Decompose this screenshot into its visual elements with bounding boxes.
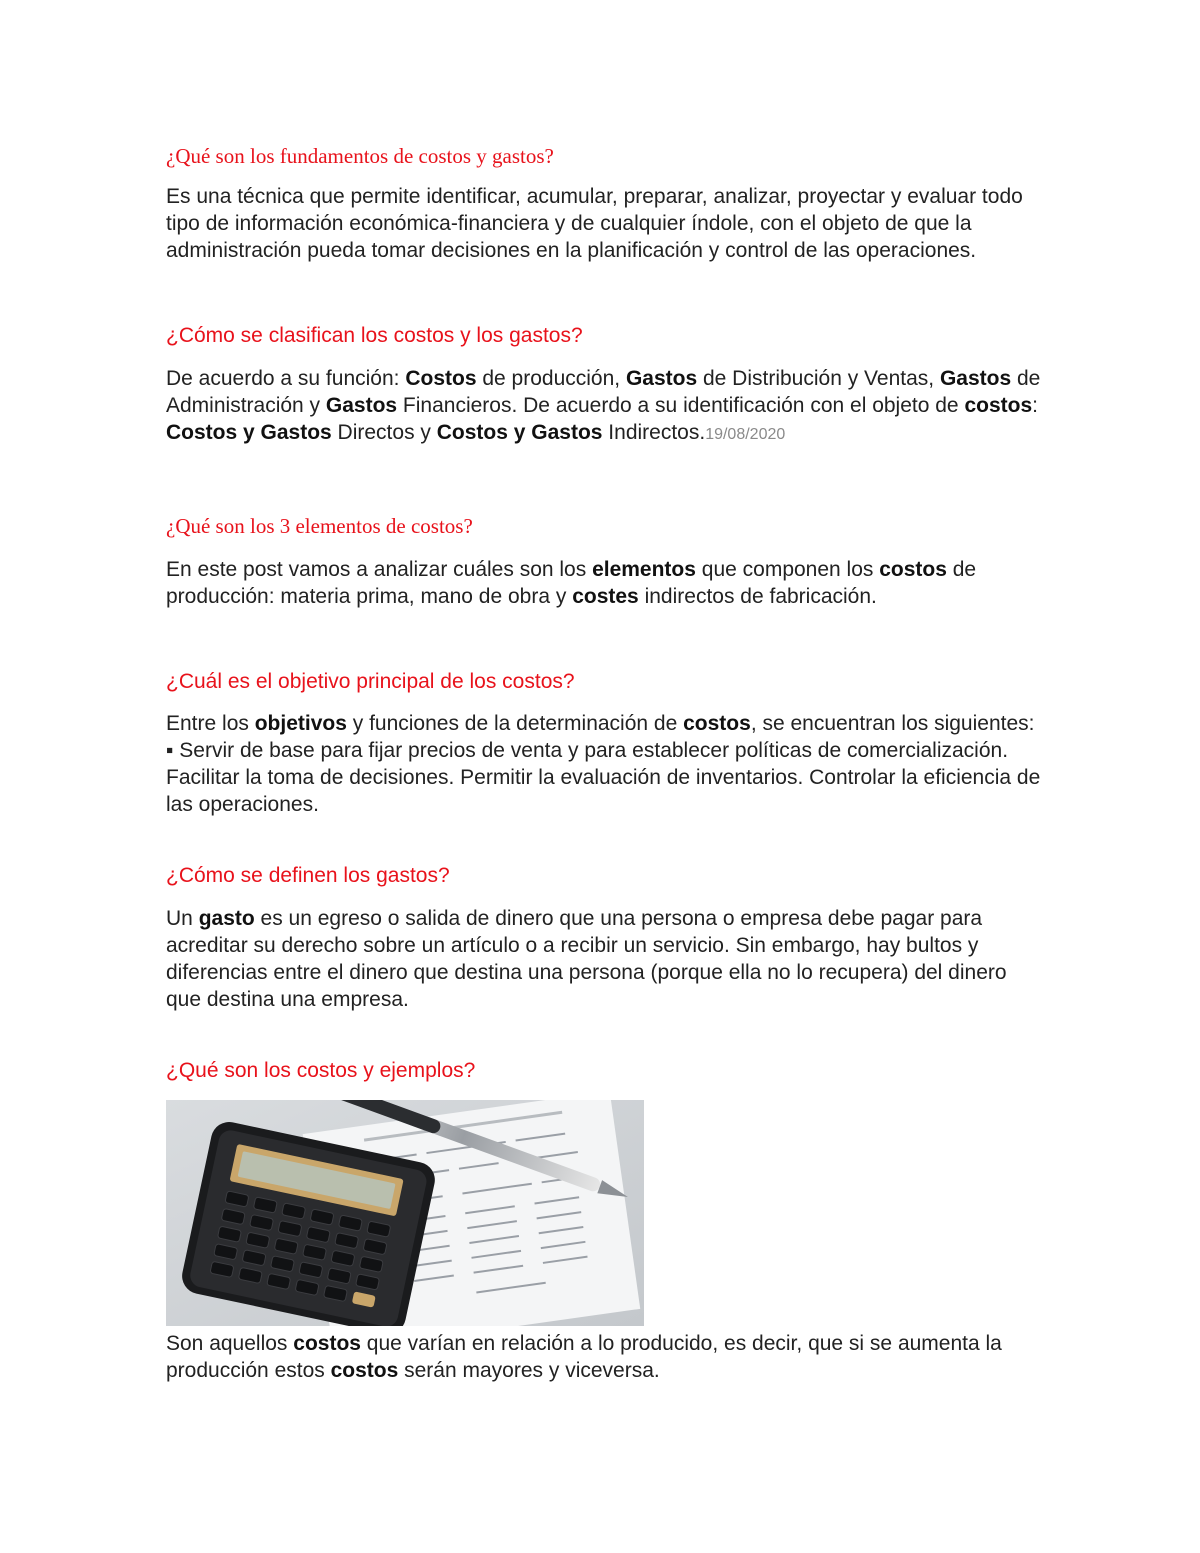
calculator-photo-illustration — [166, 1100, 644, 1326]
answer-bold-text: Gastos — [325, 394, 398, 417]
question-heading: ¿Qué son los costos y ejemplos? — [166, 1059, 476, 1082]
answer-text: y funciones de la determinación de — [346, 712, 684, 735]
answer-bold-text: Gastos — [625, 367, 698, 390]
answer-text: Un — [166, 907, 199, 930]
answer-text: Financieros. De acuerdo a su identificación con el objeto de — [397, 394, 965, 417]
answer-text: que componen los — [695, 558, 880, 581]
answer-paragraph — [166, 1330, 1046, 1384]
answer-text: indirectos de fabricación. — [638, 585, 877, 608]
answer-text: : — [1032, 394, 1038, 417]
answer-paragraph: Es una técnica que permite identificar, acumular, preparar, analizar, proyectar y evaluar todo tipo de información económica-financiera y de cualquier índole, con el objeto de que la administración pueda tomar decisiones en la planificación y control de las operaciones. — [166, 185, 1023, 262]
question-heading: ¿Cómo se clasifican los costos y los gastos? — [166, 324, 583, 347]
answer-paragraph — [166, 905, 1046, 1013]
date-stamp: 19/08/2020 — [705, 426, 786, 443]
question-heading: ¿Qué son los 3 elementos de costos? — [166, 514, 473, 538]
answer-bold-text: Costos y Gastos — [166, 421, 332, 444]
answer-text: de producción: materia prima, mano de obra y — [166, 558, 977, 608]
answer-paragraph — [166, 710, 1046, 818]
answer-paragraph — [166, 365, 1046, 448]
question-heading: ¿Cuál es el objetivo principal de los costos? — [166, 670, 575, 693]
question-heading: ¿Qué son los fundamentos de costos y gastos? — [166, 144, 554, 168]
answer-bold-text: Costos — [405, 367, 477, 390]
answer-text: es un egreso o salida de dinero que una persona o empresa debe pagar para acreditar su derecho sobre un artículo o a recibir un servicio. Sin embargo, hay bultos y diferencias entre el dinero que destina una persona (porque ella no lo recupera) del dinero que destina una empresa. — [166, 907, 1007, 1011]
answer-bold-text: costos — [879, 558, 947, 581]
answer-bold-text: objetivos — [254, 712, 347, 735]
answer-text: serán mayores y viceversa. — [398, 1359, 660, 1382]
answer-text: De acuerdo a su función: — [166, 367, 406, 390]
answer-bold-text: costos — [330, 1359, 399, 1382]
answer-bold-text: elementos — [592, 558, 696, 581]
answer-bold-text: costos — [683, 712, 751, 735]
answer-paragraph — [166, 556, 1046, 610]
answer-text: Directos y — [331, 421, 437, 444]
answer-text: Indirectos. — [602, 421, 706, 444]
answer-bold-text: gasto — [198, 907, 255, 930]
answer-text: que varían en relación a lo producido, es decir, que si se aumenta la producción estos — [166, 1332, 1002, 1382]
answer-text: de Distribución y Ventas, — [697, 367, 940, 390]
answer-text: de Administración y — [166, 367, 1041, 417]
answer-text: En este post vamos a analizar cuáles son los — [166, 558, 593, 581]
answer-text: de producción, — [476, 367, 626, 390]
calculator-photo — [166, 1100, 644, 1326]
answer-text: , se encuentran los siguientes: ▪ Servir de base para fijar precios de venta y para establecer políticas de comercialización. Facilitar la toma de decisiones. Permitir la evaluación de inventarios. Controlar la eficiencia de las operaciones. — [166, 712, 1041, 816]
answer-bold-text: costes — [572, 585, 639, 608]
question-heading: ¿Cómo se definen los gastos? — [166, 864, 450, 887]
answer-bold-text: Costos y Gastos — [436, 421, 603, 444]
answer-bold-text: costos — [293, 1332, 361, 1355]
answer-bold-text: costos — [964, 394, 1033, 417]
answer-text: Son aquellos — [166, 1332, 294, 1355]
answer-text: Entre los — [166, 712, 255, 735]
answer-bold-text: Gastos — [939, 367, 1012, 390]
